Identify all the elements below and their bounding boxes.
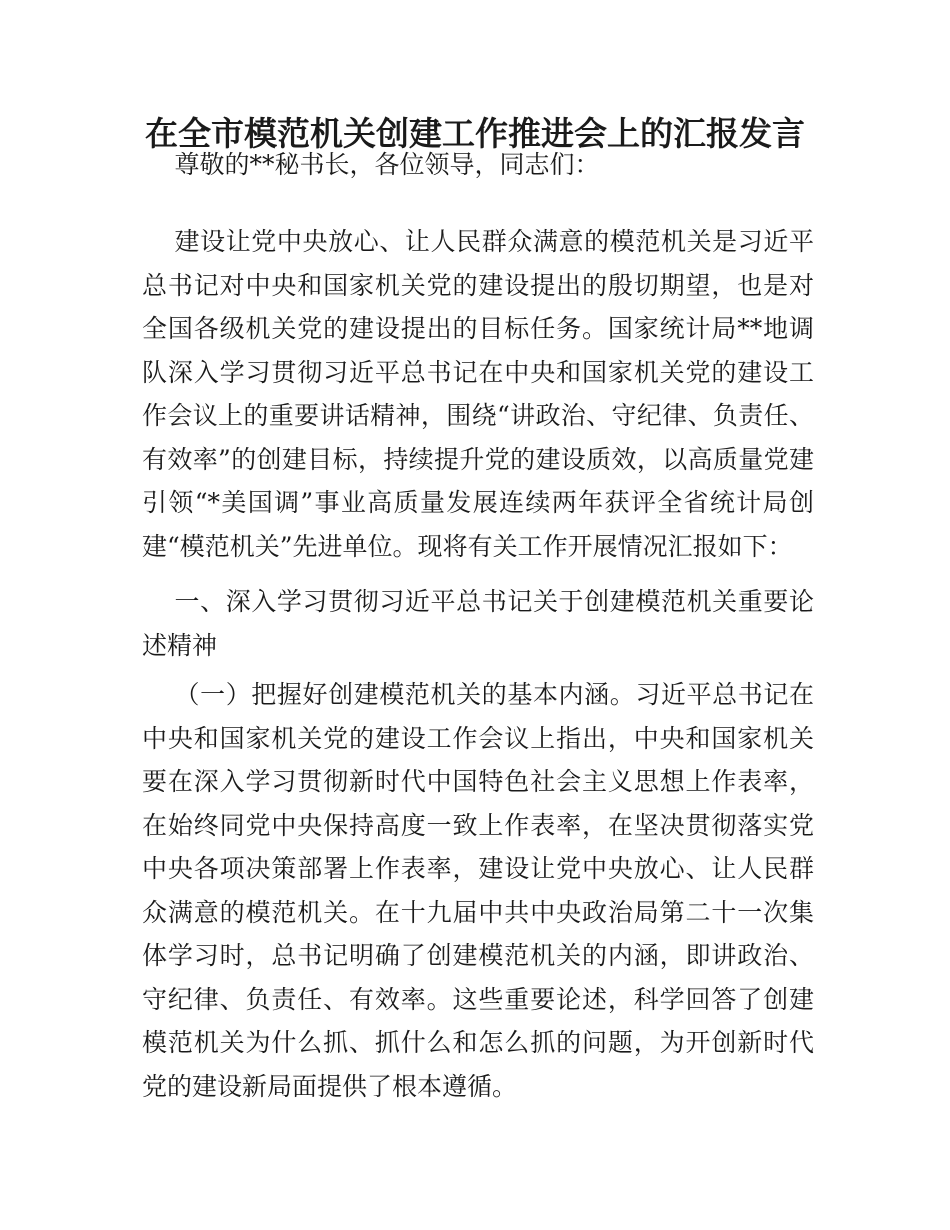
greeting-line: 尊敬的**秘书长，各位领导，同志们： — [174, 150, 600, 179]
section-heading-1: 一、深入学习贯彻习近平总书记关于创建模范机关重要论述精神 — [142, 587, 814, 660]
paragraph-subsection-1: （一）把握好创建模范机关的基本内涵。习近平总书记在中央和国家机关党的建设工作会议上指出，中央和国家机关要在深入学习贯彻新时代中国特色社会主义思想上作表率，在始终同党中央保持高度一致上作表率，在坚决贯彻落实党中央各项决策部署上作表率，建设让党中央放心、让人民群众满意的模范机关。在十九届中共中央政治局第二十一次集体学习时，总书记明确了创建模范机关的内涵，即讲政治、守纪律、负责任、有效率。这些重要论述，科学回答了创建模范机关为什么抓、抓什么和怎么抓的问题，为开创新时代党的建设新局面提供了根本遵循。 — [142, 680, 814, 1101]
document-title: 在全市模范机关创建工作推进会上的汇报发言 — [145, 114, 805, 153]
paragraph-intro: 建设让党中央放心、让人民群众满意的模范机关是习近平总书记对中央和国家机关党的建设提出的殷切期望，也是对全国各级机关党的建设提出的目标任务。国家统计局**地调队深入学习贯彻习近平总书记在中央和国家机关党的建设工作会议上的重要讲话精神，围绕“讲政治、守纪律、负责任、有效率”的创建目标，持续提升党的建设质效，以高质量党建引领“*美国调”事业高质量发展连续两年获评全省统计局创建“模范机关”先进单位。现将有关工作开展情况汇报如下： — [142, 227, 814, 561]
